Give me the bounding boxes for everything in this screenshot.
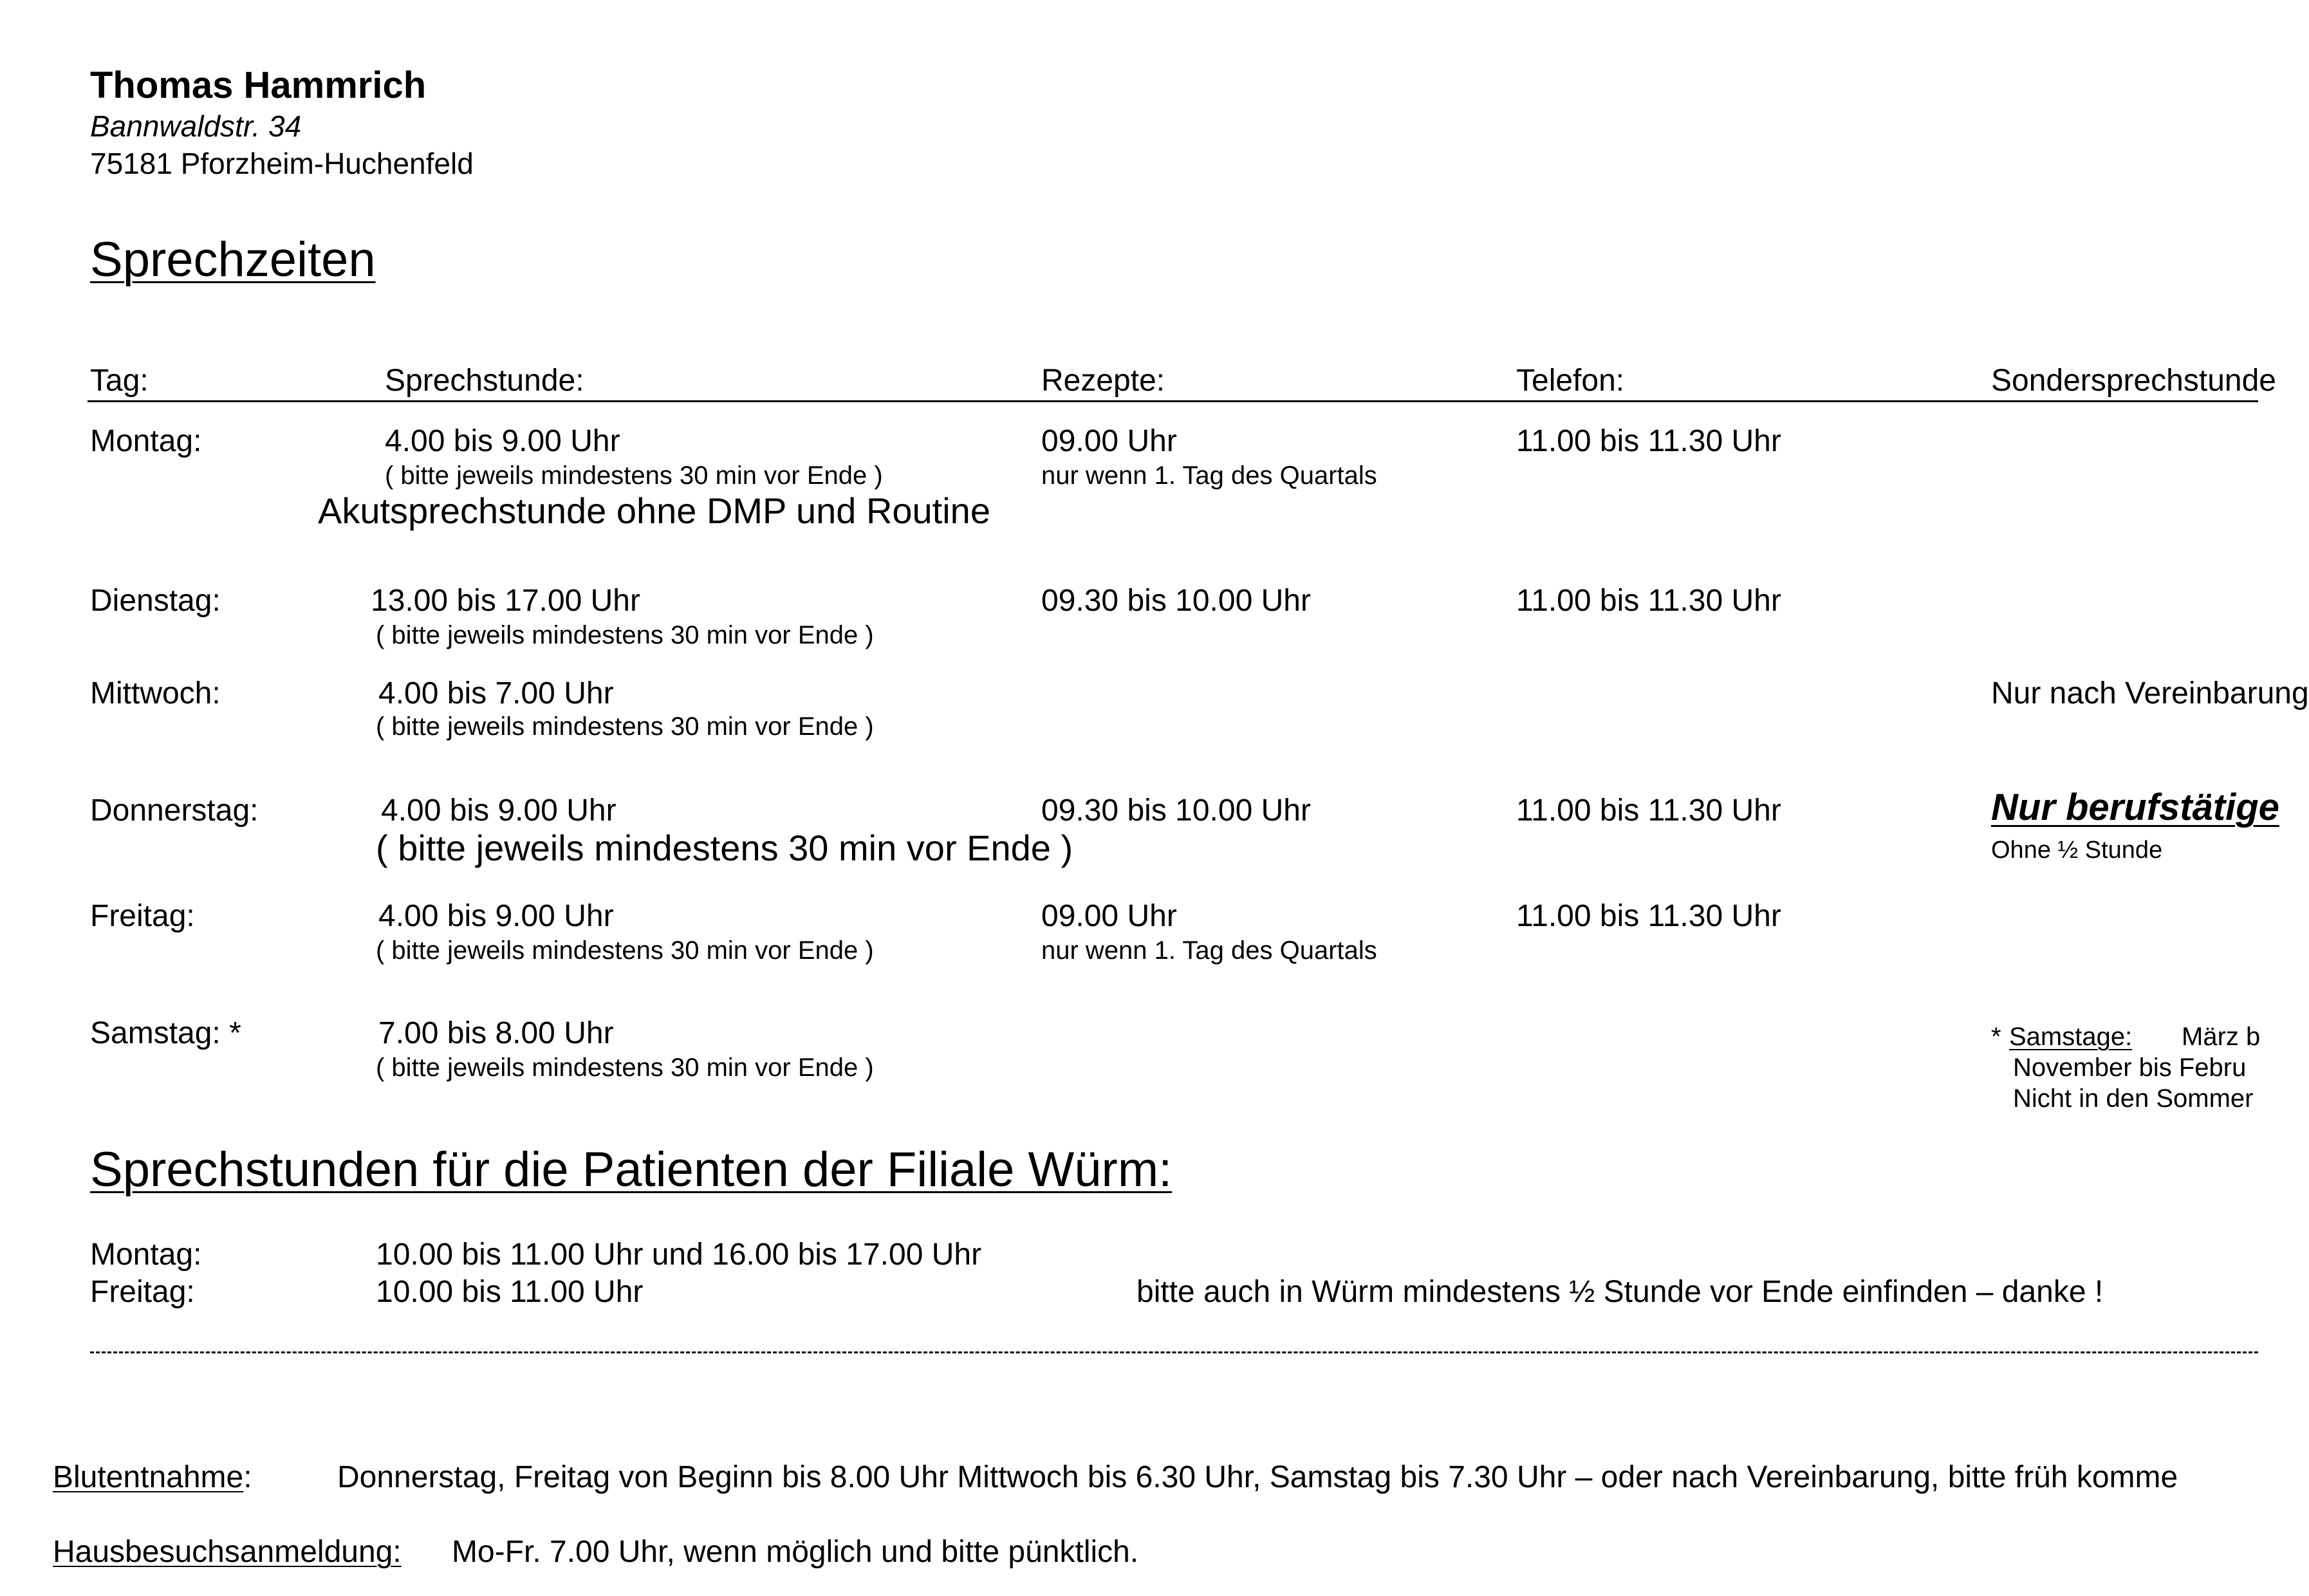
donnerstag-sonder-note: Ohne ½ Stunde (1991, 837, 2163, 864)
samstag-footnote-label: Samstage: (2009, 1023, 2133, 1051)
filiale-hinweis: bitte auch in Würm mindestens ½ Stunde vor Ende einfinden – danke ! (1136, 1275, 2104, 1309)
donnerstag-note: ( bitte jeweils mindestens 30 min vor Ende ) (376, 828, 1073, 868)
freitag-telefon: 11.00 bis 11.30 Uhr (1516, 899, 1781, 933)
donnerstag-sonder: Nur berufstätige (1991, 786, 2279, 828)
dashed-separator (90, 1351, 2258, 1353)
donnerstag-telefon: 11.00 bis 11.30 Uhr (1516, 793, 1781, 828)
samstag-footnote-line2: November bis Febru (2013, 1053, 2247, 1082)
city-address: 75181 Pforzheim-Huchenfeld (90, 147, 474, 180)
samstag-footnote-star: * (1991, 1023, 2001, 1051)
doctor-name: Thomas Hammrich (90, 64, 427, 106)
blutentnahme-colon: : (243, 1460, 252, 1494)
hausbesuch-text: Mo-Fr. 7.00 Uhr, wenn möglich und bitte pünktlich. (452, 1535, 1139, 1569)
blutentnahme-row (53, 1460, 252, 1495)
column-header-rezepte: Rezepte: (1041, 364, 1165, 398)
filiale-title: Sprechstunden für die Patienten der Filiale Würm: (90, 1142, 1173, 1197)
donnerstag-hours: 4.00 bis 9.00 Uhr (381, 793, 617, 828)
montag-akut-info: Akutsprechstunde ohne DMP und Routine (318, 490, 990, 531)
dienstag-note: ( bitte jeweils mindestens 30 min vor Ende ) (376, 621, 874, 649)
samstag-footnote-line3: Nicht in den Sommer (2013, 1084, 2254, 1113)
column-header-tag: Tag: (90, 364, 149, 398)
day-samstag: Samstag: * (90, 1016, 241, 1050)
montag-note: ( bitte jeweils mindestens 30 min vor Ende ) (385, 461, 883, 490)
filiale-day-montag: Montag: (90, 1238, 202, 1272)
dienstag-rezept: 09.30 bis 10.00 Uhr (1041, 584, 1311, 618)
filiale-freitag-hours: 10.00 bis 11.00 Uhr (376, 1275, 644, 1309)
montag-rezept-note: nur wenn 1. Tag des Quartals (1041, 461, 1377, 490)
day-montag: Montag: (90, 424, 202, 458)
day-mittwoch: Mittwoch: (90, 676, 221, 710)
mittwoch-note: ( bitte jeweils mindestens 30 min vor Ende ) (376, 712, 874, 741)
filiale-montag-hours: 10.00 bis 11.00 Uhr und 16.00 bis 17.00 Uhr (376, 1238, 982, 1272)
column-header-sprechstunde: Sprechstunde: (385, 364, 584, 398)
mittwoch-hours: 4.00 bis 7.00 Uhr (378, 676, 614, 710)
freitag-rezept-note: nur wenn 1. Tag des Quartals (1041, 936, 1377, 965)
dienstag-telefon: 11.00 bis 11.30 Uhr (1516, 584, 1781, 618)
filiale-day-freitag: Freitag: (90, 1275, 195, 1309)
header-divider (88, 400, 2258, 402)
samstag-note: ( bitte jeweils mindestens 30 min vor Ende ) (376, 1053, 874, 1082)
freitag-rezept: 09.00 Uhr (1041, 899, 1177, 933)
freitag-note: ( bitte jeweils mindestens 30 min vor Ende ) (376, 936, 874, 965)
donnerstag-rezept: 09.30 bis 10.00 Uhr (1041, 793, 1311, 828)
blutentnahme-text: Donnerstag, Freitag von Beginn bis 8.00 Uhr Mittwoch bis 6.30 Uhr, Samstag bis 7.30 Uhr – oder nach Vereinbarung, bitte früh komme (337, 1460, 2178, 1494)
day-dienstag: Dienstag: (90, 584, 221, 618)
dienstag-hours: 13.00 bis 17.00 Uhr (371, 584, 640, 618)
day-donnerstag: Donnerstag: (90, 793, 259, 828)
samstag-footnote-line1: März b (2182, 1023, 2261, 1051)
freitag-hours: 4.00 bis 9.00 Uhr (378, 899, 614, 933)
samstag-hours: 7.00 bis 8.00 Uhr (378, 1016, 614, 1050)
day-freitag: Freitag: (90, 899, 195, 933)
montag-hours: 4.00 bis 9.00 Uhr (385, 424, 620, 458)
hausbesuch-label: Hausbesuchsanmeldung: (53, 1535, 402, 1569)
blutentnahme-label: Blutentnahme (53, 1460, 244, 1494)
montag-rezept: 09.00 Uhr (1041, 424, 1177, 458)
mittwoch-sonder: Nur nach Vereinbarung (1991, 676, 2309, 710)
page-title: Sprechzeiten (90, 232, 376, 287)
montag-telefon: 11.00 bis 11.30 Uhr (1516, 424, 1781, 458)
column-header-telefon: Telefon: (1516, 364, 1625, 398)
street-address: Bannwaldstr. 34 (90, 109, 302, 143)
column-header-sondersprechstunde: Sondersprechstunde (1991, 364, 2276, 398)
